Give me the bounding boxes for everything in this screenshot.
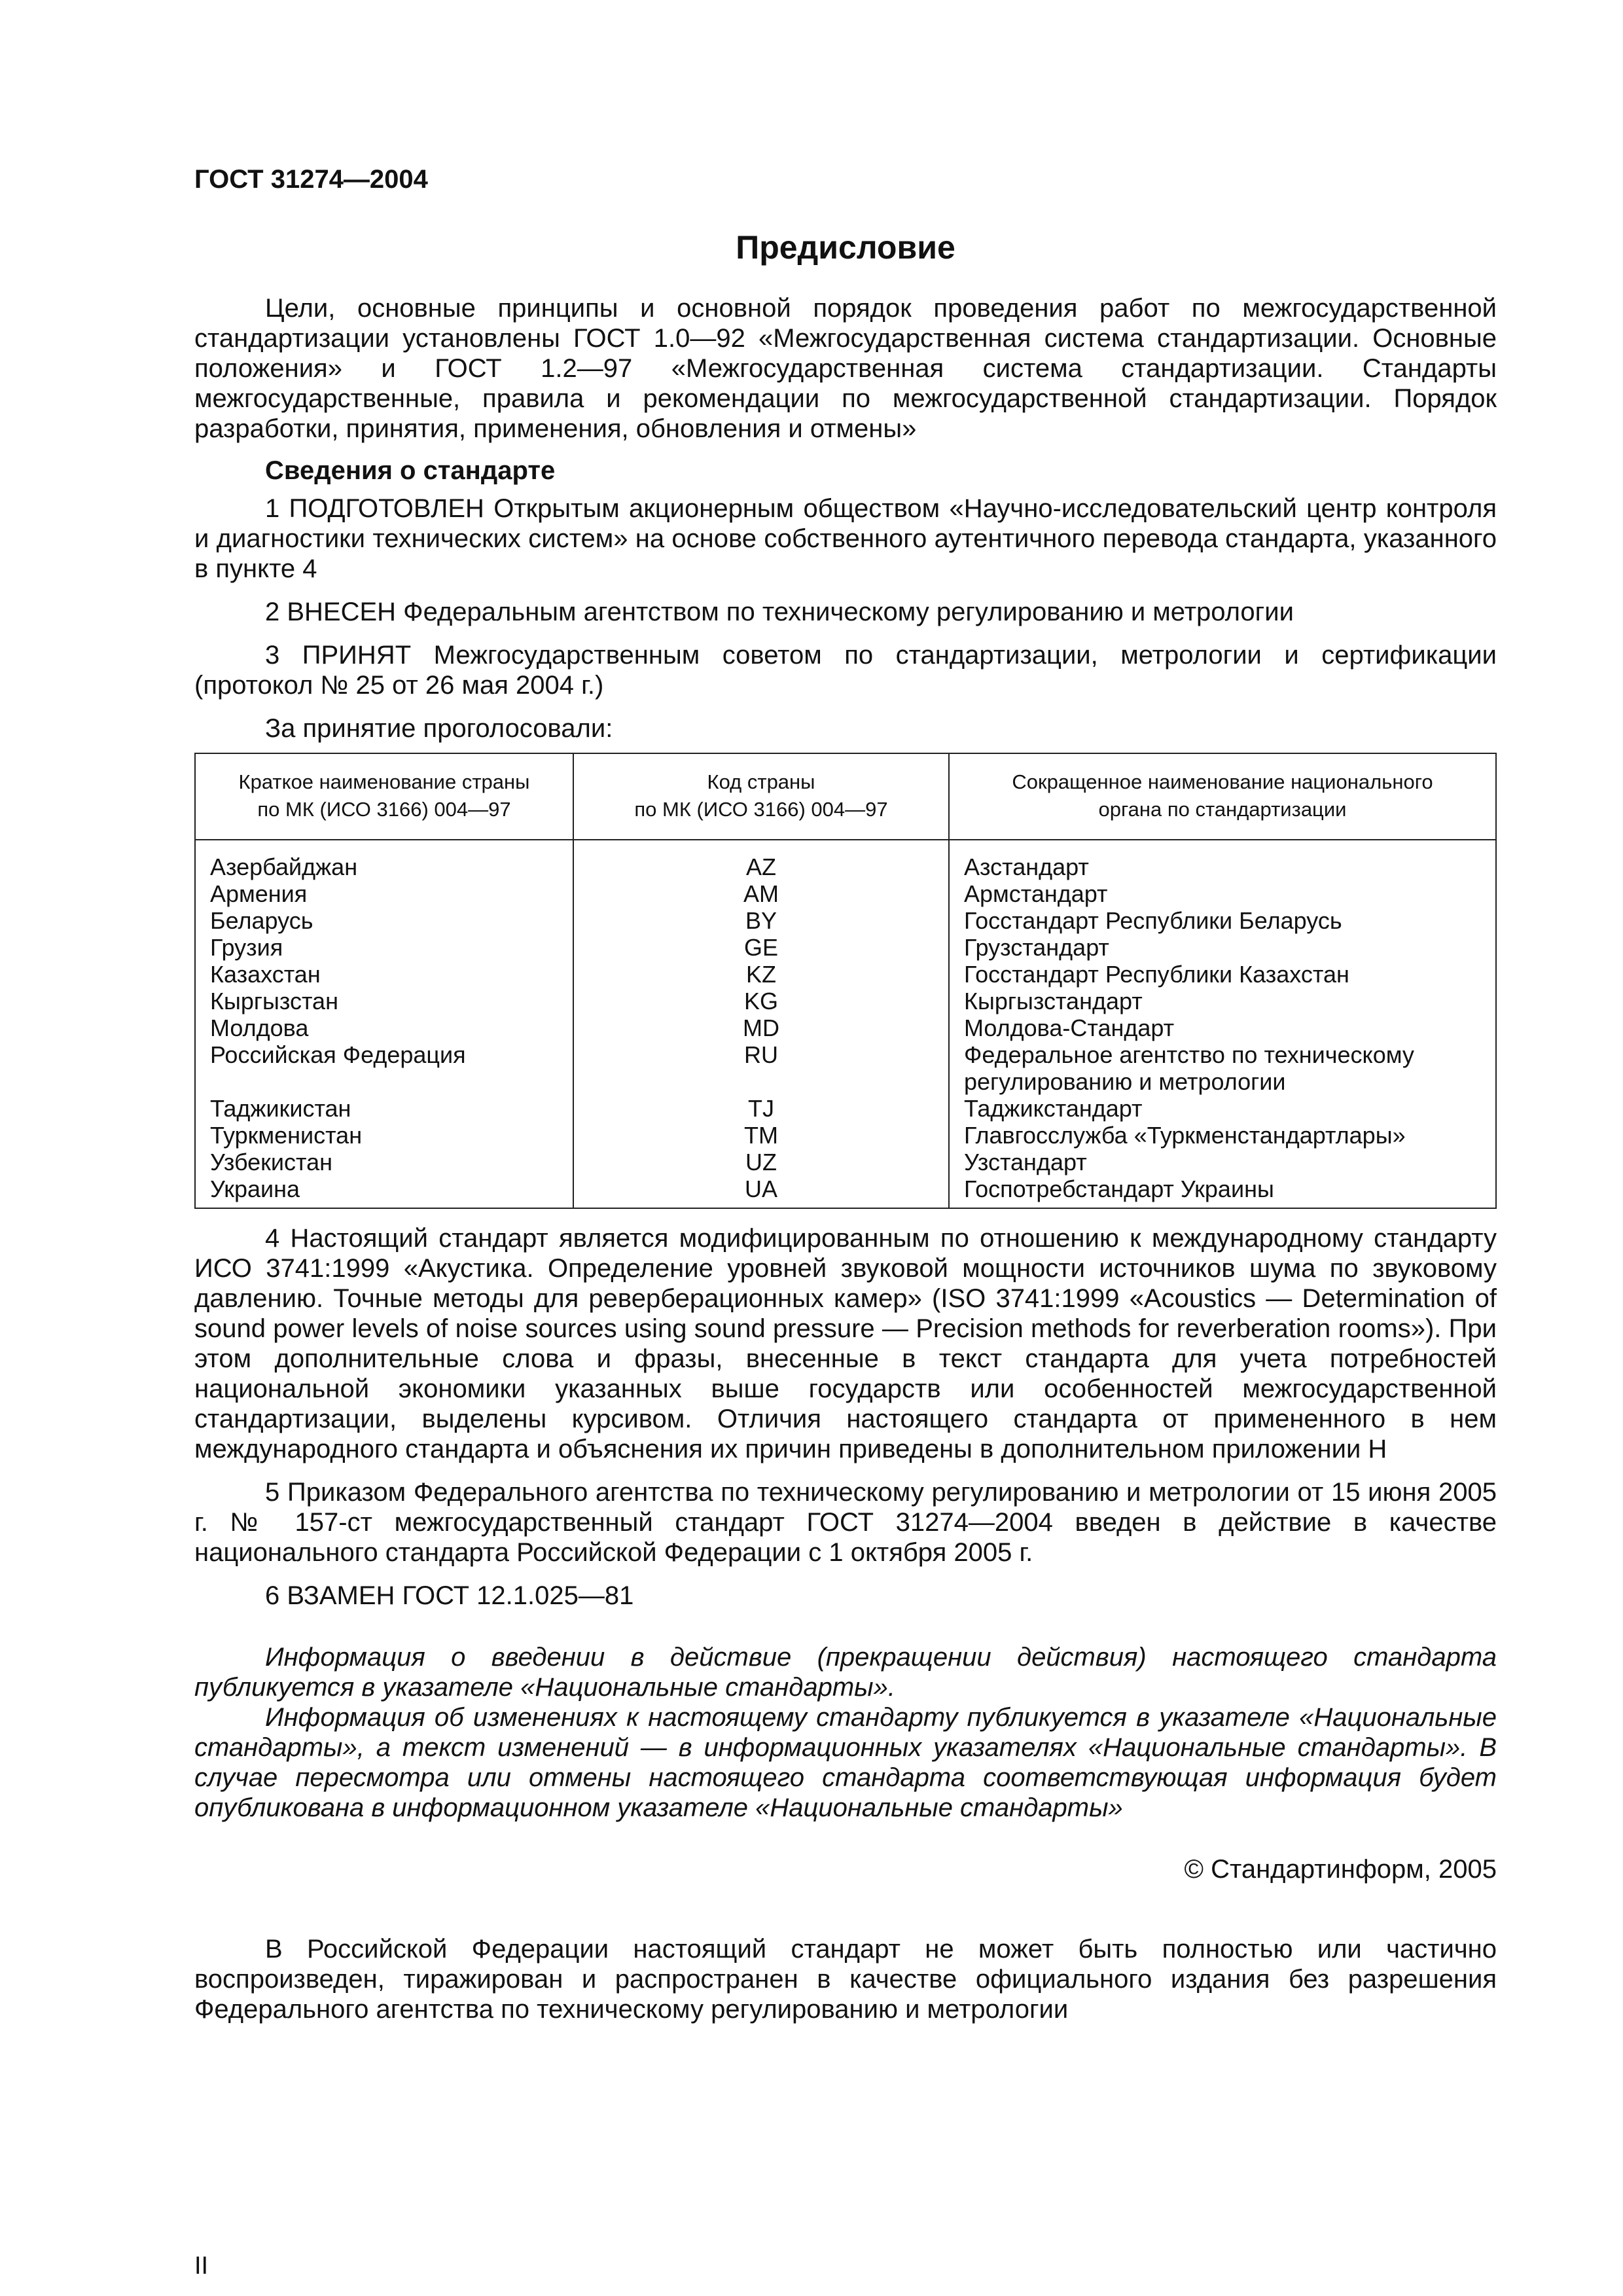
body-cell: Госстандарт Республики Казахстан xyxy=(949,961,1496,988)
table-row xyxy=(195,988,1496,1014)
code-cell: AM xyxy=(573,880,949,907)
table-row xyxy=(195,1122,1496,1149)
body-cell: Госпотребстандарт Украины xyxy=(949,1175,1496,1208)
body-cell: Молдова-Стандарт xyxy=(949,1014,1496,1041)
item-5-paragraph: 5 Приказом Федерального агентства по техническому регулированию и метрологии от 15 июня 2005 г. № 157-ст межгосударственный стандарт ГОСТ 31274—2004 введен в действие в качестве национального стандарта Российской Федерации с 1 октября 2005 г. xyxy=(194,1478,1497,1567)
italic-notes xyxy=(194,1642,1497,1823)
code-cell: BY xyxy=(573,907,949,934)
table-header-row xyxy=(195,753,1496,840)
table-row xyxy=(195,880,1496,907)
table-row xyxy=(195,961,1496,988)
code-cell: KZ xyxy=(573,961,949,988)
code-cell: RU xyxy=(573,1041,949,1095)
body-cell: Грузстандарт xyxy=(949,934,1496,961)
country-cell: Туркменистан xyxy=(195,1122,573,1149)
country-cell: Грузия xyxy=(195,934,573,961)
body-cell: Азстандарт xyxy=(949,840,1496,880)
country-cell: Армения xyxy=(195,880,573,907)
body-cell: Федеральное агентство по техническому регулированию и метрологии xyxy=(949,1041,1496,1095)
table-row xyxy=(195,934,1496,961)
table-row xyxy=(195,1175,1496,1208)
body-cell: Армстандарт xyxy=(949,880,1496,907)
italic-note-1: Информация о введении в действие (прекращении действия) настоящего стандарта публикуется в указателе «Национальные стандарты». xyxy=(194,1643,1497,1702)
country-cell: Таджикистан xyxy=(195,1095,573,1122)
copyright-notice: © Стандартинформ, 2005 xyxy=(1184,1855,1497,1884)
body-cell: Главгосслужба «Туркменстандартлары» xyxy=(949,1122,1496,1149)
body-cell: Госстандарт Республики Беларусь xyxy=(949,907,1496,934)
country-cell: Казахстан xyxy=(195,961,573,988)
body-cell: Кыргызстандарт xyxy=(949,988,1496,1014)
document-code: ГОСТ 31274—2004 xyxy=(194,165,428,194)
item-3-paragraph: 3 ПРИНЯТ Межгосударственным советом по стандартизации, метрологии и сертификации (протокол № 25 от 26 мая 2004 г.) xyxy=(194,641,1497,700)
item-4-paragraph: 4 Настоящий стандарт является модифицированным по отношению к международному стандарту ИСО 3741:1999 «Акустика. Определение уровней звуковой мощности источников шума по звуковому давлению. Точные методы для реверберационных камер» (ISO 3741:1999 «Acoustics — Determination of sound power levels of noise sources using sound pressure — Precision methods for reverberation rooms»). При этом дополнительные слова и фразы, внесенные в текст стандарта для учета потребностей национальной экономики указанных выше государств или особенностей межгосударственной стандартизации, выделены курсивом. Отличия настоящего стандарта от примененного в нем международного стандарта и объяснения их причин приведены в дополнительном приложении Н xyxy=(194,1224,1497,1463)
document-page xyxy=(194,164,1497,2024)
column-header-country: Краткое наименование страны по МК (ИСО 3166) 004—97 xyxy=(195,753,573,840)
page-number: II xyxy=(194,2252,209,2280)
country-cell: Узбекистан xyxy=(195,1149,573,1175)
item-6-paragraph: 6 ВЗАМЕН ГОСТ 12.1.025—81 xyxy=(265,1581,634,1610)
code-cell: GE xyxy=(573,934,949,961)
country-cell: Кыргызстан xyxy=(195,988,573,1014)
item-2-paragraph: 2 ВНЕСЕН Федеральным агентством по техническому регулированию и метрологии xyxy=(265,598,1294,626)
column-header-body: Сокращенное наименование национального органа по стандартизации xyxy=(949,753,1496,840)
country-cell: Молдова xyxy=(195,1014,573,1041)
country-cell: Украина xyxy=(195,1175,573,1208)
country-cell: Азербайджан xyxy=(195,840,573,880)
table-row xyxy=(195,1095,1496,1122)
body-cell: Таджикстандарт xyxy=(949,1095,1496,1122)
code-cell: KG xyxy=(573,988,949,1014)
voted-label: За принятие проголосовали: xyxy=(265,714,613,743)
country-cell: Российская Федерация xyxy=(195,1041,573,1095)
code-cell: UZ xyxy=(573,1149,949,1175)
table-row xyxy=(195,840,1496,880)
info-heading: Сведения о стандарте xyxy=(265,456,556,485)
code-cell: TM xyxy=(573,1122,949,1149)
intro-paragraph: Цели, основные принципы и основной порядок проведения работ по межгосударственной стандартизации установлены ГОСТ 1.0—92 «Межгосударственная система стандартизации. Основные положения» и ГОСТ 1.2—97 «Межгосударственная система стандартизации. Стандарты межгосударственные, правила и рекомендации по межгосударственной стандартизации. Порядок разработки, принятия, применения, обновления и отмены» xyxy=(194,294,1497,443)
code-cell: UA xyxy=(573,1175,949,1208)
table-row xyxy=(195,907,1496,934)
page-title: Предисловие xyxy=(736,229,955,266)
voting-countries-table xyxy=(194,753,1497,1209)
reproduction-notice: В Российской Федерации настоящий стандарт не может быть полностью или частично воспроизведен, тиражирован и распространен в качестве официального издания без разрешения Федерального агентства по техническому регулированию и метрологии xyxy=(194,1935,1497,2024)
table-row xyxy=(195,1014,1496,1041)
code-cell: MD xyxy=(573,1014,949,1041)
item-1-paragraph: 1 ПОДГОТОВЛЕН Открытым акционерным обществом «Научно-исследовательский центр контроля и диагностики технических систем» на основе собственного аутентичного перевода стандарта, указанного в пункте 4 xyxy=(194,494,1497,583)
italic-note-2: Информация об изменениях к настоящему стандарту публикуется в указателе «Национальные стандарты», а текст изменений — в информационных указателях «Национальные стандарты». В случае пересмотра или отмены настоящего стандарта соответствующая информация будет опубликована в информационном указателе «Национальные стандарты» xyxy=(194,1703,1497,1822)
code-cell: AZ xyxy=(573,840,949,880)
table-row xyxy=(195,1149,1496,1175)
table-row xyxy=(195,1041,1496,1095)
code-cell: TJ xyxy=(573,1095,949,1122)
country-cell: Беларусь xyxy=(195,907,573,934)
body-cell: Узстандарт xyxy=(949,1149,1496,1175)
column-header-code: Код страны по МК (ИСО 3166) 004—97 xyxy=(573,753,949,840)
